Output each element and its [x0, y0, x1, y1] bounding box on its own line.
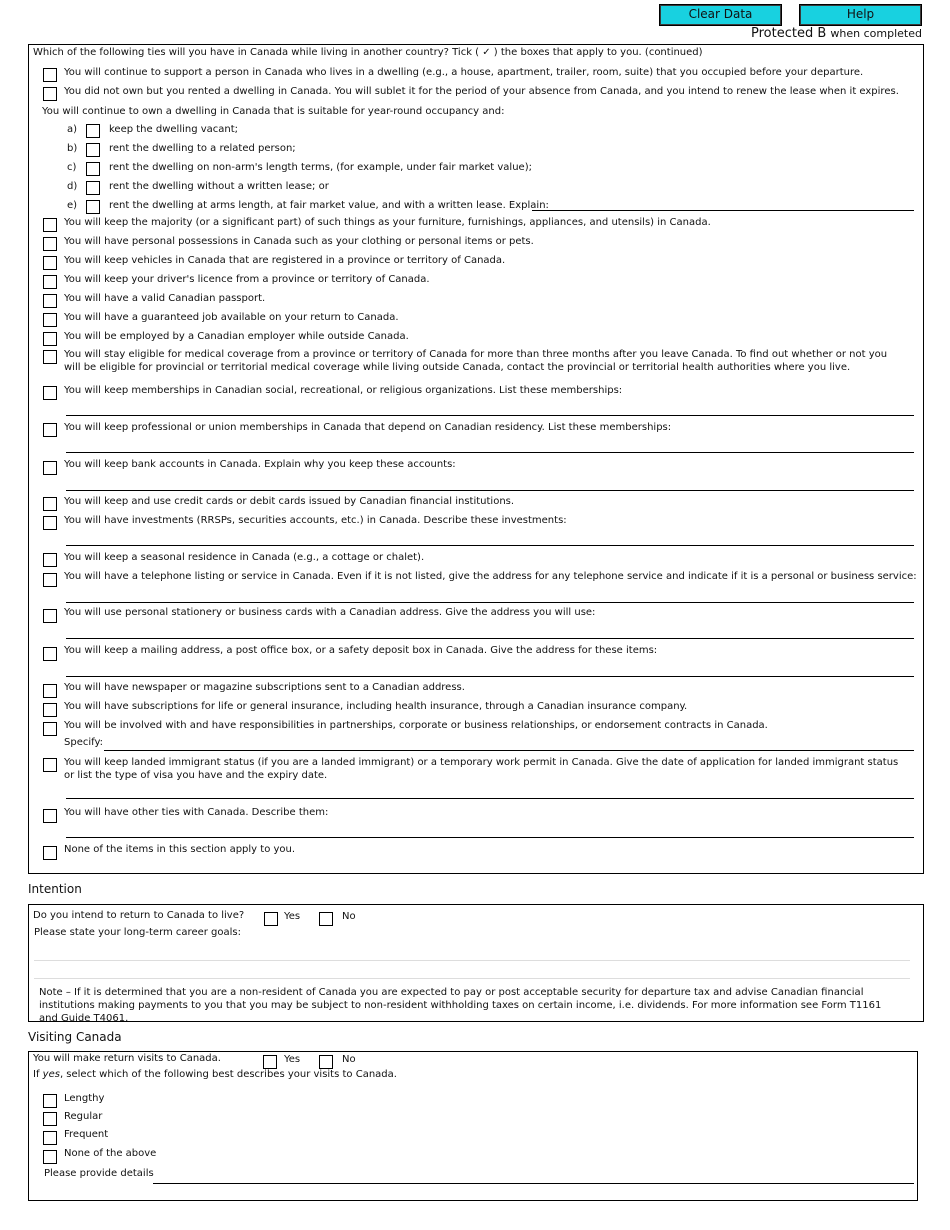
checkbox-stationery[interactable] [43, 609, 57, 623]
intention-title: Intention [28, 882, 82, 896]
sub-item-letter: e) [67, 200, 78, 211]
ties-item-label: You will be involved with and have responsibilities in partnerships, corporate or business relationships, or endorsement contracts in Canada. [64, 720, 768, 731]
investments-field[interactable] [66, 545, 914, 546]
checkbox-intend-yes[interactable] [264, 912, 278, 926]
ties-item-label: You will have personal possessions in Canada such as your clothing or personal items or pets. [64, 236, 534, 247]
bank-accounts-field[interactable] [66, 490, 914, 491]
checkbox-newspaper[interactable] [43, 684, 57, 698]
ties-item-label: You will have a telephone listing or service in Canada. Even if it is not listed, give the address for any telephone service and indicate if it is a personal or business service: [64, 571, 917, 582]
ties-item-label: You will stay eligible for medical coverage from a province or territory of Canada for more than three months after you leave Canada. To find out whether or not you will be eligible for provincial or territorial medical coverage while living outside Canada, contact the provincial or territorial health authorities where you live. [64, 349, 888, 373]
ties-item-label: You will have investments (RRSPs, securities accounts, etc.) in Canada. Describe these investments: [64, 515, 567, 526]
checkbox-visit-yes[interactable] [263, 1055, 277, 1069]
explain-dwelling-field[interactable] [532, 210, 914, 211]
checkbox-dwelling-a[interactable] [86, 124, 100, 138]
ties-item-label: You will keep the majority (or a significant part) of such things as your furniture, furnishings, appliances, and utensils) in Canada. [64, 217, 711, 228]
visit-option-label: None of the above [64, 1148, 157, 1159]
no-label: No [342, 911, 356, 922]
ties-item-label: You will keep a mailing address, a post office box, or a safety deposit box in Canada. Give the address for these items: [64, 645, 658, 656]
checkbox-furniture[interactable] [43, 218, 57, 232]
no-label: No [342, 1054, 356, 1065]
checkbox-dwelling-e[interactable] [86, 200, 100, 214]
visit-description-prompt: If yes, select which of the following best describes your visits to Canada. [33, 1069, 397, 1080]
visiting-title: Visiting Canada [28, 1030, 122, 1044]
yes-label: Yes [284, 911, 301, 922]
ties-item-label: You will continue to support a person in Canada who lives in a dwelling (e.g., a house, apartment, trailer, room, suite) that you occupied before your departure. [64, 67, 864, 78]
help-button[interactable]: Help [799, 4, 922, 26]
ties-item-label: You will keep professional or union memberships in Canada that depend on Canadian residency. List these memberships: [64, 422, 672, 433]
checkbox-visit-frequent[interactable] [43, 1131, 57, 1145]
checkbox-bank-accounts[interactable] [43, 461, 57, 475]
professional-memberships-field[interactable] [66, 452, 914, 453]
intention-question: Do you intend to return to Canada to live? [33, 910, 245, 921]
checkbox-visit-regular[interactable] [43, 1112, 57, 1126]
checkbox-visit-none[interactable] [43, 1150, 57, 1164]
ties-item-label: You will have subscriptions for life or general insurance, including health insurance, through a Canadian insurance company. [64, 701, 688, 712]
checkbox-dwelling-d[interactable] [86, 181, 100, 195]
checkbox-business-relationships[interactable] [43, 722, 57, 736]
visiting-question: You will make return visits to Canada. [33, 1053, 221, 1064]
checkbox-professional-memberships[interactable] [43, 423, 57, 437]
specify-field[interactable] [104, 750, 914, 751]
ties-item-label: You did not own but you rented a dwelling in Canada. You will sublet it for the period of your absence from Canada, and you intend to renew the lease when it expires. [64, 86, 899, 97]
checkbox-employed[interactable] [43, 332, 57, 346]
checkbox-medical-coverage[interactable] [43, 350, 57, 364]
checkbox-visit-lengthy[interactable] [43, 1094, 57, 1108]
clear-data-button[interactable]: Clear Data [659, 4, 782, 26]
checkbox-social-memberships[interactable] [43, 386, 57, 400]
other-ties-field[interactable] [66, 837, 914, 838]
checkbox-visit-no[interactable] [319, 1055, 333, 1069]
ties-item-label: You will have a valid Canadian passport. [64, 293, 266, 304]
details-label: Please provide details [44, 1168, 154, 1179]
ties-item-label: You will be employed by a Canadian employer while outside Canada. [64, 331, 409, 342]
checkbox-vehicles[interactable] [43, 256, 57, 270]
ties-item-label: You will have a guaranteed job available on your return to Canada. [64, 312, 399, 323]
sub-item-label: rent the dwelling on non-arm's length terms, (for example, under fair market value); [109, 162, 532, 173]
sub-item-letter: a) [67, 124, 78, 135]
ties-item-label: You will keep bank accounts in Canada. Explain why you keep these accounts: [64, 459, 456, 470]
sub-item-letter: b) [67, 143, 78, 154]
sub-item-label: rent the dwelling to a related person; [109, 143, 296, 154]
checkbox-immigrant-status[interactable] [43, 758, 57, 772]
sub-item-letter: c) [67, 162, 77, 173]
telephone-field[interactable] [66, 602, 914, 603]
intention-note: Note – If it is determined that you are a non-resident of Canada you are expected to pay or post acceptable security for departure tax and advise Canadian financial institutions making payments to you that you may be subject to non-resident withholding taxes on certain income, i.e. dividends. For more information see Form T1161 and Guide T4061. [39, 987, 882, 1024]
visit-option-label: Lengthy [64, 1093, 105, 1104]
ties-item-label: None of the items in this section apply to you. [64, 844, 296, 855]
mailing-address-field[interactable] [66, 676, 914, 677]
social-memberships-field[interactable] [66, 415, 914, 416]
checkbox-investments[interactable] [43, 516, 57, 530]
ties-item-label: You will have newspaper or magazine subscriptions sent to a Canadian address. [64, 682, 465, 693]
ties-item-label: You will use personal stationery or business cards with a Canadian address. Give the address you will use: [64, 607, 596, 618]
checkbox-guaranteed-job[interactable] [43, 313, 57, 327]
sub-item-letter: d) [67, 181, 78, 192]
checkbox-support-person[interactable] [43, 68, 57, 82]
visit-option-label: Frequent [64, 1129, 109, 1140]
checkbox-credit-cards[interactable] [43, 497, 57, 511]
career-goals-field[interactable] [34, 960, 910, 961]
checkbox-personal-possessions[interactable] [43, 237, 57, 251]
ties-heading: Which of the following ties will you have in Canada while living in another country? Tick ( ✓ ) the boxes that apply to you. (continued) [33, 47, 703, 58]
checkbox-dwelling-c[interactable] [86, 162, 100, 176]
checkbox-intend-no[interactable] [319, 912, 333, 926]
stationery-field[interactable] [66, 638, 914, 639]
sub-item-label: keep the dwelling vacant; [109, 124, 239, 135]
checkbox-mailing-address[interactable] [43, 647, 57, 661]
ties-item-label: You will keep vehicles in Canada that are registered in a province or territory of Canada. [64, 255, 506, 266]
career-goals-label: Please state your long-term career goals: [34, 927, 241, 938]
ties-item-label: You will keep a seasonal residence in Canada (e.g., a cottage or chalet). [64, 552, 425, 563]
ties-item-label: You will have other ties with Canada. Describe them: [64, 807, 329, 818]
sub-item-label: rent the dwelling without a written lease; or [109, 181, 329, 192]
protected-label: Protected B when completed [751, 26, 922, 41]
checkbox-telephone[interactable] [43, 573, 57, 587]
checkbox-passport[interactable] [43, 294, 57, 308]
own-dwelling-intro: You will continue to own a dwelling in Canada that is suitable for year-round occupancy and: [42, 106, 505, 117]
checkbox-other-ties[interactable] [43, 809, 57, 823]
checkbox-none-apply[interactable] [43, 846, 57, 860]
visit-option-label: Regular [64, 1111, 103, 1122]
checkbox-drivers-licence[interactable] [43, 275, 57, 289]
checkbox-rented-dwelling[interactable] [43, 87, 57, 101]
checkbox-seasonal-residence[interactable] [43, 553, 57, 567]
checkbox-dwelling-b[interactable] [86, 143, 100, 157]
ties-item-label: You will keep and use credit cards or debit cards issued by Canadian financial institutions. [64, 496, 515, 507]
yes-label: Yes [284, 1054, 301, 1065]
specify-label: Specify: [64, 737, 104, 748]
career-goals-field-2[interactable] [34, 978, 910, 979]
immigrant-status-field[interactable] [66, 798, 914, 799]
details-field[interactable] [153, 1183, 914, 1184]
checkbox-insurance[interactable] [43, 703, 57, 717]
ties-item-label: You will keep landed immigrant status (if you are a landed immigrant) or a temporary work permit in Canada. Give the date of application for landed immigrant status or list the type of visa you have and the expiry date. [64, 757, 899, 781]
ties-item-label: You will keep memberships in Canadian social, recreational, or religious organizations. List these memberships: [64, 385, 623, 396]
sub-item-label: rent the dwelling at arms length, at fair market value, and with a written lease. Explain: [109, 200, 549, 211]
ties-item-label: You will keep your driver's licence from a province or territory of Canada. [64, 274, 430, 285]
